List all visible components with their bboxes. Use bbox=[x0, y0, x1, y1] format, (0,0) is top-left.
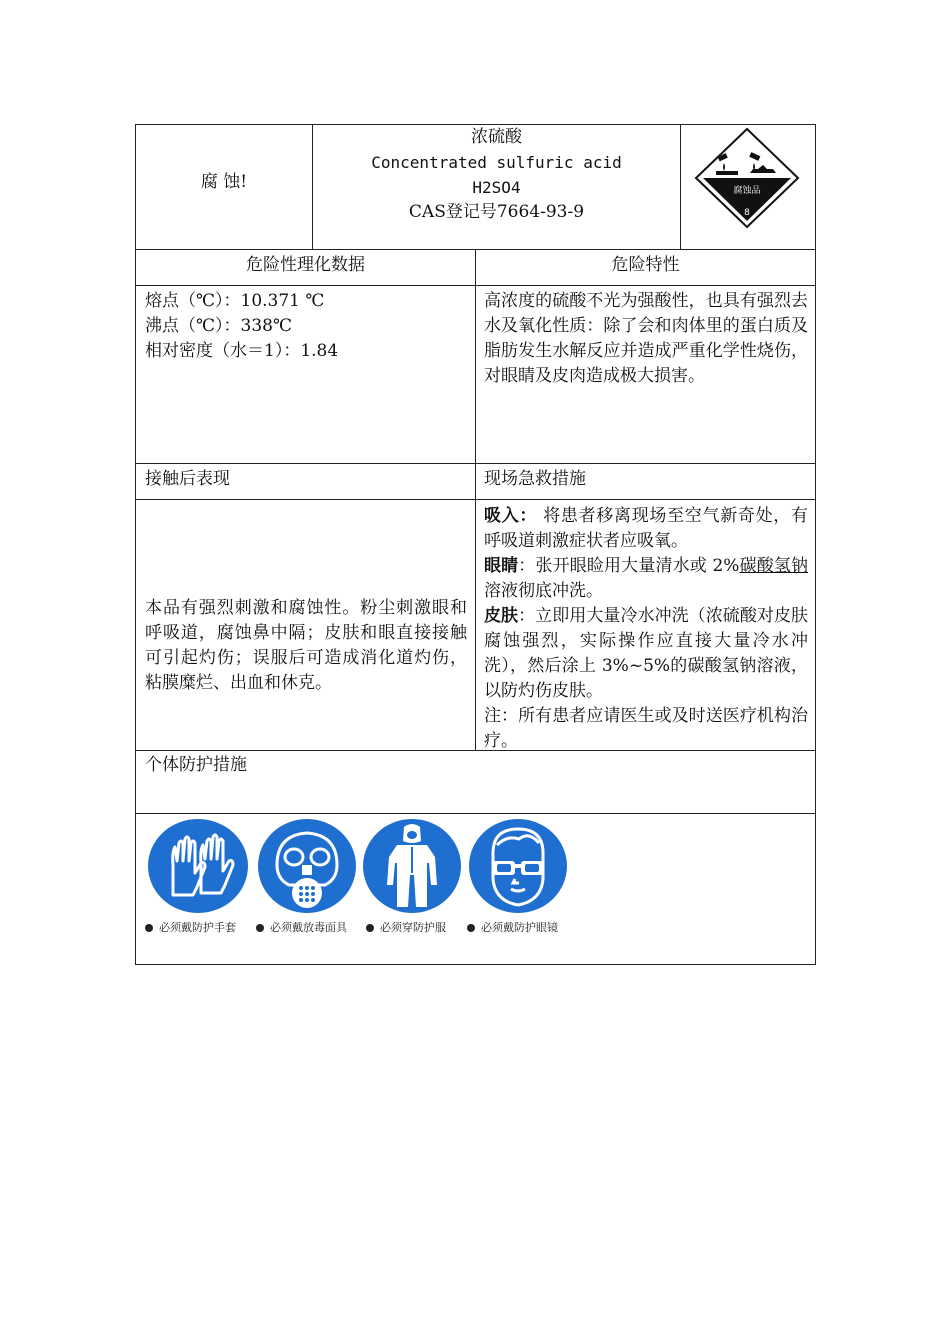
header-divider-2 bbox=[680, 124, 681, 249]
exposure-description: 本品有强烈刺激和腐蚀性。粉尘刺激眼和呼吸道，腐蚀鼻中隔；皮肤和眼直接接触可引起灼伤；误服后可造成消化道灼伤，粘膜糜烂、出血和休克。 bbox=[145, 598, 467, 693]
table-border-bottom bbox=[135, 964, 816, 965]
ppe-label-gloves: 必须戴防护手套 bbox=[145, 919, 236, 935]
boiling-point: 沸点（℃）：338℃ bbox=[145, 316, 292, 336]
physchem-data bbox=[145, 289, 470, 364]
table-border-right bbox=[815, 124, 816, 965]
ppe-label-goggles: 必须戴防护眼镜 bbox=[467, 919, 558, 935]
bullet-dot bbox=[145, 924, 153, 932]
corrosive-diamond-icon bbox=[694, 127, 800, 229]
hazard-class-number: 8 bbox=[744, 208, 750, 218]
first-aid-eyes bbox=[484, 554, 808, 604]
ppe-label-suit: 必须穿防护服 bbox=[366, 919, 446, 935]
cas-number: CAS登记号7664-93-9 bbox=[408, 202, 585, 222]
hazard-title: 危险特性 bbox=[611, 255, 680, 275]
ppe-title: 个体防护措施 bbox=[145, 755, 247, 775]
chemical-name-cn: 浓硫酸 bbox=[471, 127, 522, 147]
first-aid-measures bbox=[484, 504, 808, 754]
eyes-label: 眼睛 bbox=[484, 556, 519, 576]
exposure-title: 接触后表现 bbox=[145, 469, 230, 489]
inhalation-label: 吸入： bbox=[484, 506, 538, 526]
bullet-dot bbox=[366, 924, 374, 932]
first-aid-note: 注：所有患者应请医生或及时送医疗机构治疗。 bbox=[484, 706, 808, 751]
chemical-name-en: Concentrated sulfuric acid bbox=[371, 153, 622, 172]
ppe-label-gas-mask: 必须戴放毒面具 bbox=[256, 919, 347, 935]
relative-density: 相对密度（水＝1）：1.84 bbox=[145, 341, 339, 361]
physchem-title: 危险性理化数据 bbox=[246, 255, 365, 275]
eyes-text-a: ：张开眼睑用大量清水或 2% bbox=[518, 556, 740, 576]
corrosive-warning: 腐 蚀! bbox=[200, 172, 248, 192]
protective-suit-icon bbox=[361, 817, 463, 915]
row-line-6 bbox=[135, 813, 816, 814]
hazard-description: 高浓度的硫酸不光为强酸性，也具有强烈去水及氧化性质：除了会和肉体里的蛋白质及脂肪发生水解反应并造成严重化学性烧伤，对眼睛及皮肉造成极大损害。 bbox=[484, 291, 808, 386]
bullet-dot bbox=[256, 924, 264, 932]
eyes-text-b: 溶液彻底冲洗。 bbox=[484, 581, 603, 601]
column-divider bbox=[475, 249, 476, 750]
first-aid-inhalation bbox=[484, 504, 808, 554]
skin-text: ：立即用大量冷水冲洗（浓硫酸对皮肤腐蚀强烈，实际操作应直接大量冷水冲洗），然后涂上 3%~5%的碳酸氢钠溶液，以防灼伤皮肤。 bbox=[484, 606, 809, 701]
chemical-identity bbox=[313, 125, 680, 225]
first-aid-title: 现场急救措施 bbox=[484, 469, 586, 489]
first-aid-skin bbox=[484, 604, 808, 704]
hazard-symbol-label: 腐蚀品 bbox=[733, 186, 761, 196]
table-border-left bbox=[135, 124, 136, 965]
skin-label: 皮肤 bbox=[484, 606, 519, 626]
gas-mask-icon bbox=[255, 817, 359, 915]
gloves-icon bbox=[145, 817, 251, 915]
chemical-formula: H2SO4 bbox=[472, 178, 521, 197]
bullet-dot bbox=[467, 924, 475, 932]
melting-point: 熔点（℃）：10.371 ℃ bbox=[145, 291, 325, 311]
inhalation-text: 将患者移离现场至空气新奇处，有呼吸道刺激症状者应吸氧。 bbox=[484, 506, 809, 551]
goggles-icon bbox=[467, 817, 569, 915]
sodium-bicarbonate-link[interactable]: 碳酸氢钠 bbox=[739, 556, 809, 576]
